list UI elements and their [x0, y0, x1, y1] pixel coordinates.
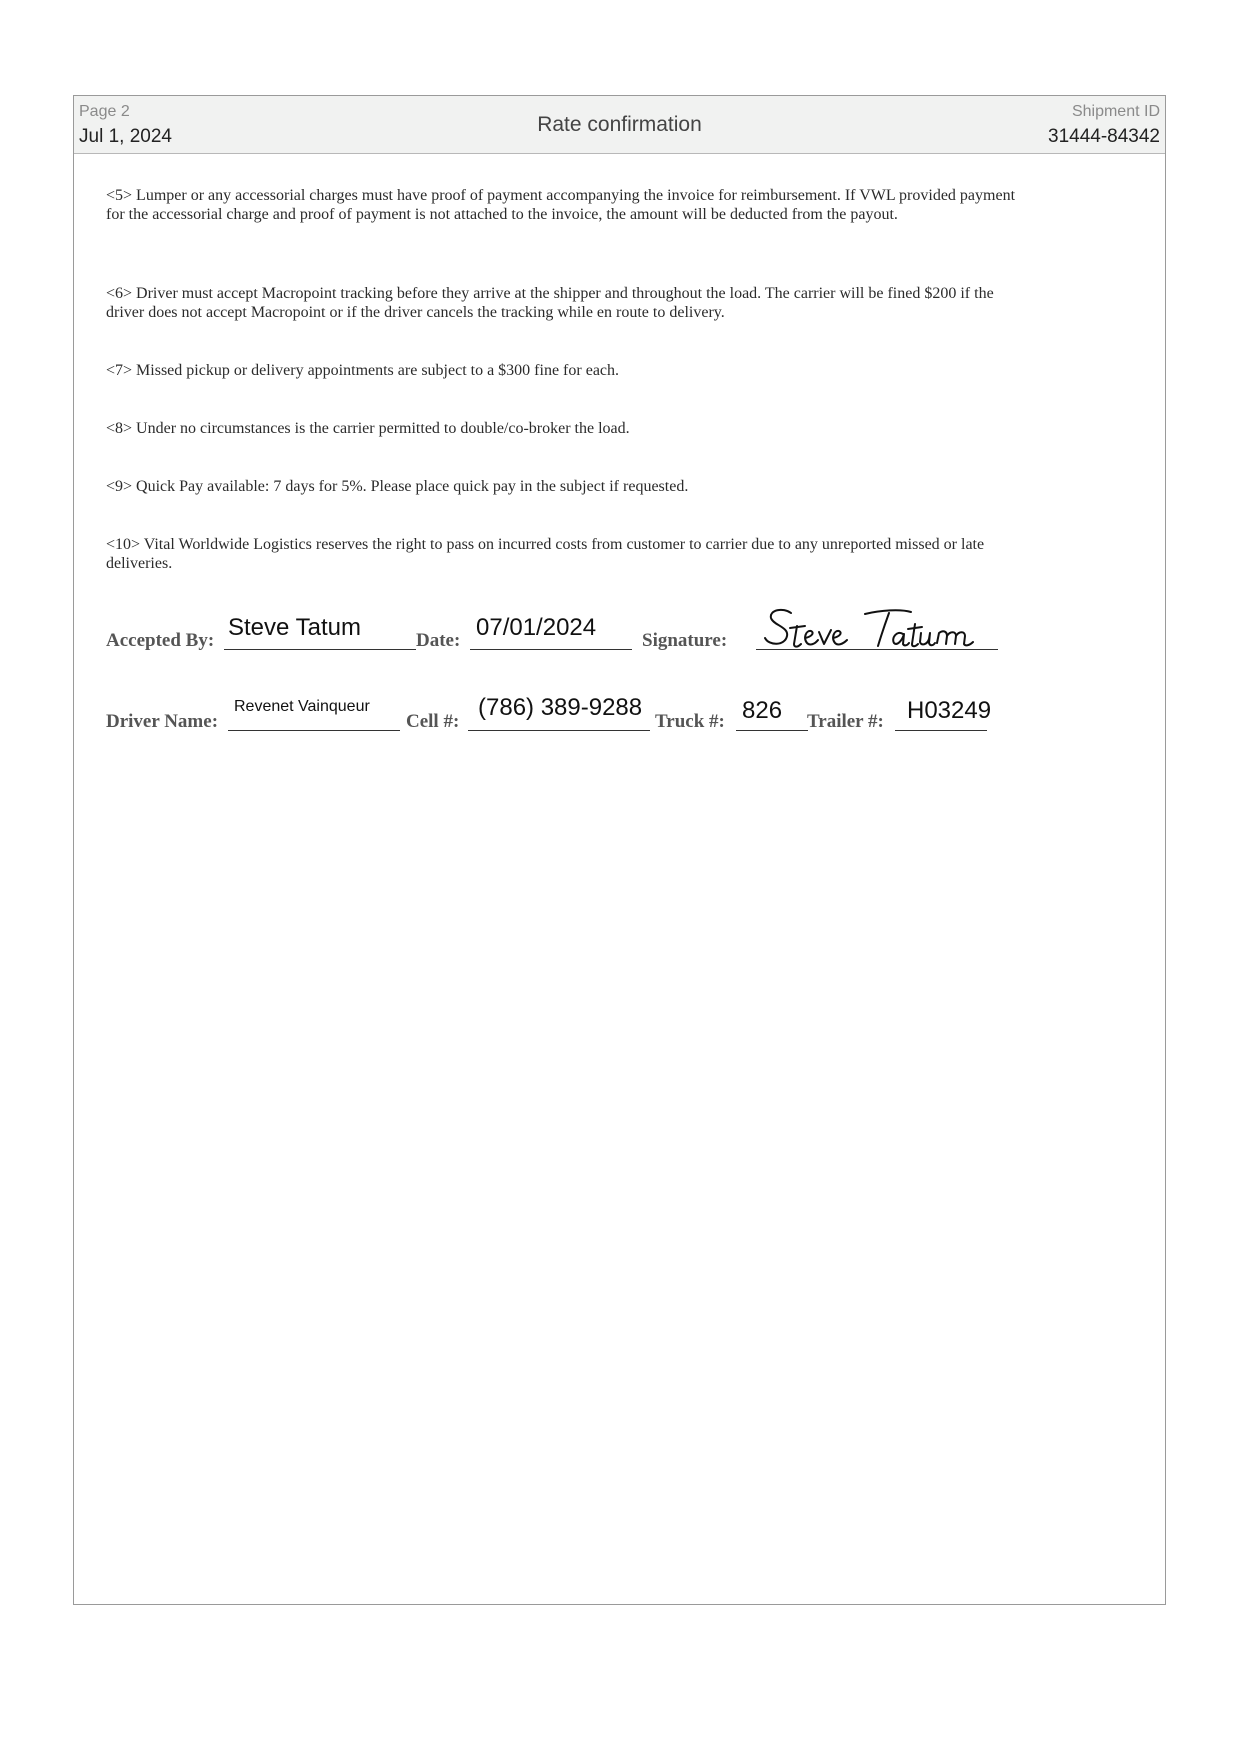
document-title: Rate confirmation [537, 113, 702, 136]
cell-label: Cell #: [406, 711, 460, 732]
trailer-field[interactable]: H03249 [907, 697, 992, 724]
driver-name-label: Driver Name: [106, 711, 219, 732]
driver-name-underline [228, 730, 400, 731]
term-6: <6> Driver must accept Macropoint tracking before they arrive at the shipper and throughout the load. The carrier will be fined $200 if the driver does not accept Macropoint or if the driver cancels the tracking while en route to delivery. [106, 285, 994, 321]
shipment-id-value: 31444-84342 [1048, 126, 1160, 147]
driver-name-field[interactable]: Revenet Vainqueur [234, 698, 370, 715]
term-8: <8> Under no circumstances is the carrier permitted to double/co-broker the load. [106, 420, 630, 437]
truck-underline [736, 730, 808, 731]
driver-row [106, 694, 1146, 737]
acceptance-row [106, 616, 1146, 656]
term-7: <7> Missed pickup or delivery appointments are subject to a $300 fine for each. [106, 362, 620, 379]
signature-label: Signature: [642, 630, 728, 651]
term-9: <9> Quick Pay available: 7 days for 5%. Please place quick pay in the subject if requested. [106, 478, 689, 495]
truck-field[interactable]: 826 [742, 697, 783, 724]
trailer-underline [895, 730, 987, 731]
date-label: Date: [416, 630, 461, 651]
signature-image[interactable] [761, 604, 1011, 656]
header-date: Jul 1, 2024 [79, 126, 172, 147]
trailer-label: Trailer #: [807, 711, 884, 732]
document-page [73, 95, 1166, 1605]
page-number-label: Page 2 [79, 103, 130, 120]
accepted-by-field[interactable]: Steve Tatum [228, 614, 361, 641]
cell-field[interactable]: (786) 389-9288 [478, 694, 643, 721]
date-underline [470, 649, 632, 650]
truck-label: Truck #: [655, 711, 725, 732]
page-header [74, 96, 1165, 154]
accepted-by-underline [224, 649, 416, 650]
cell-underline [468, 730, 650, 731]
date-field[interactable]: 07/01/2024 [476, 614, 597, 641]
shipment-id-label: Shipment ID [1071, 103, 1160, 120]
term-5: <5> Lumper or any accessorial charges must have proof of payment accompanying the invoice for reimbursement. If VWL provided payment for the accessorial charge and proof of payment is not attached to the invoice, the amount will be deducted from the payout. [106, 187, 1016, 223]
signature-text [106, 616, 107, 617]
accepted-by-label: Accepted By: [106, 630, 215, 651]
term-10: <10> Vital Worldwide Logistics reserves the right to pass on incurred costs from customer to carrier due to any unreported missed or late deliveries. [106, 536, 985, 572]
